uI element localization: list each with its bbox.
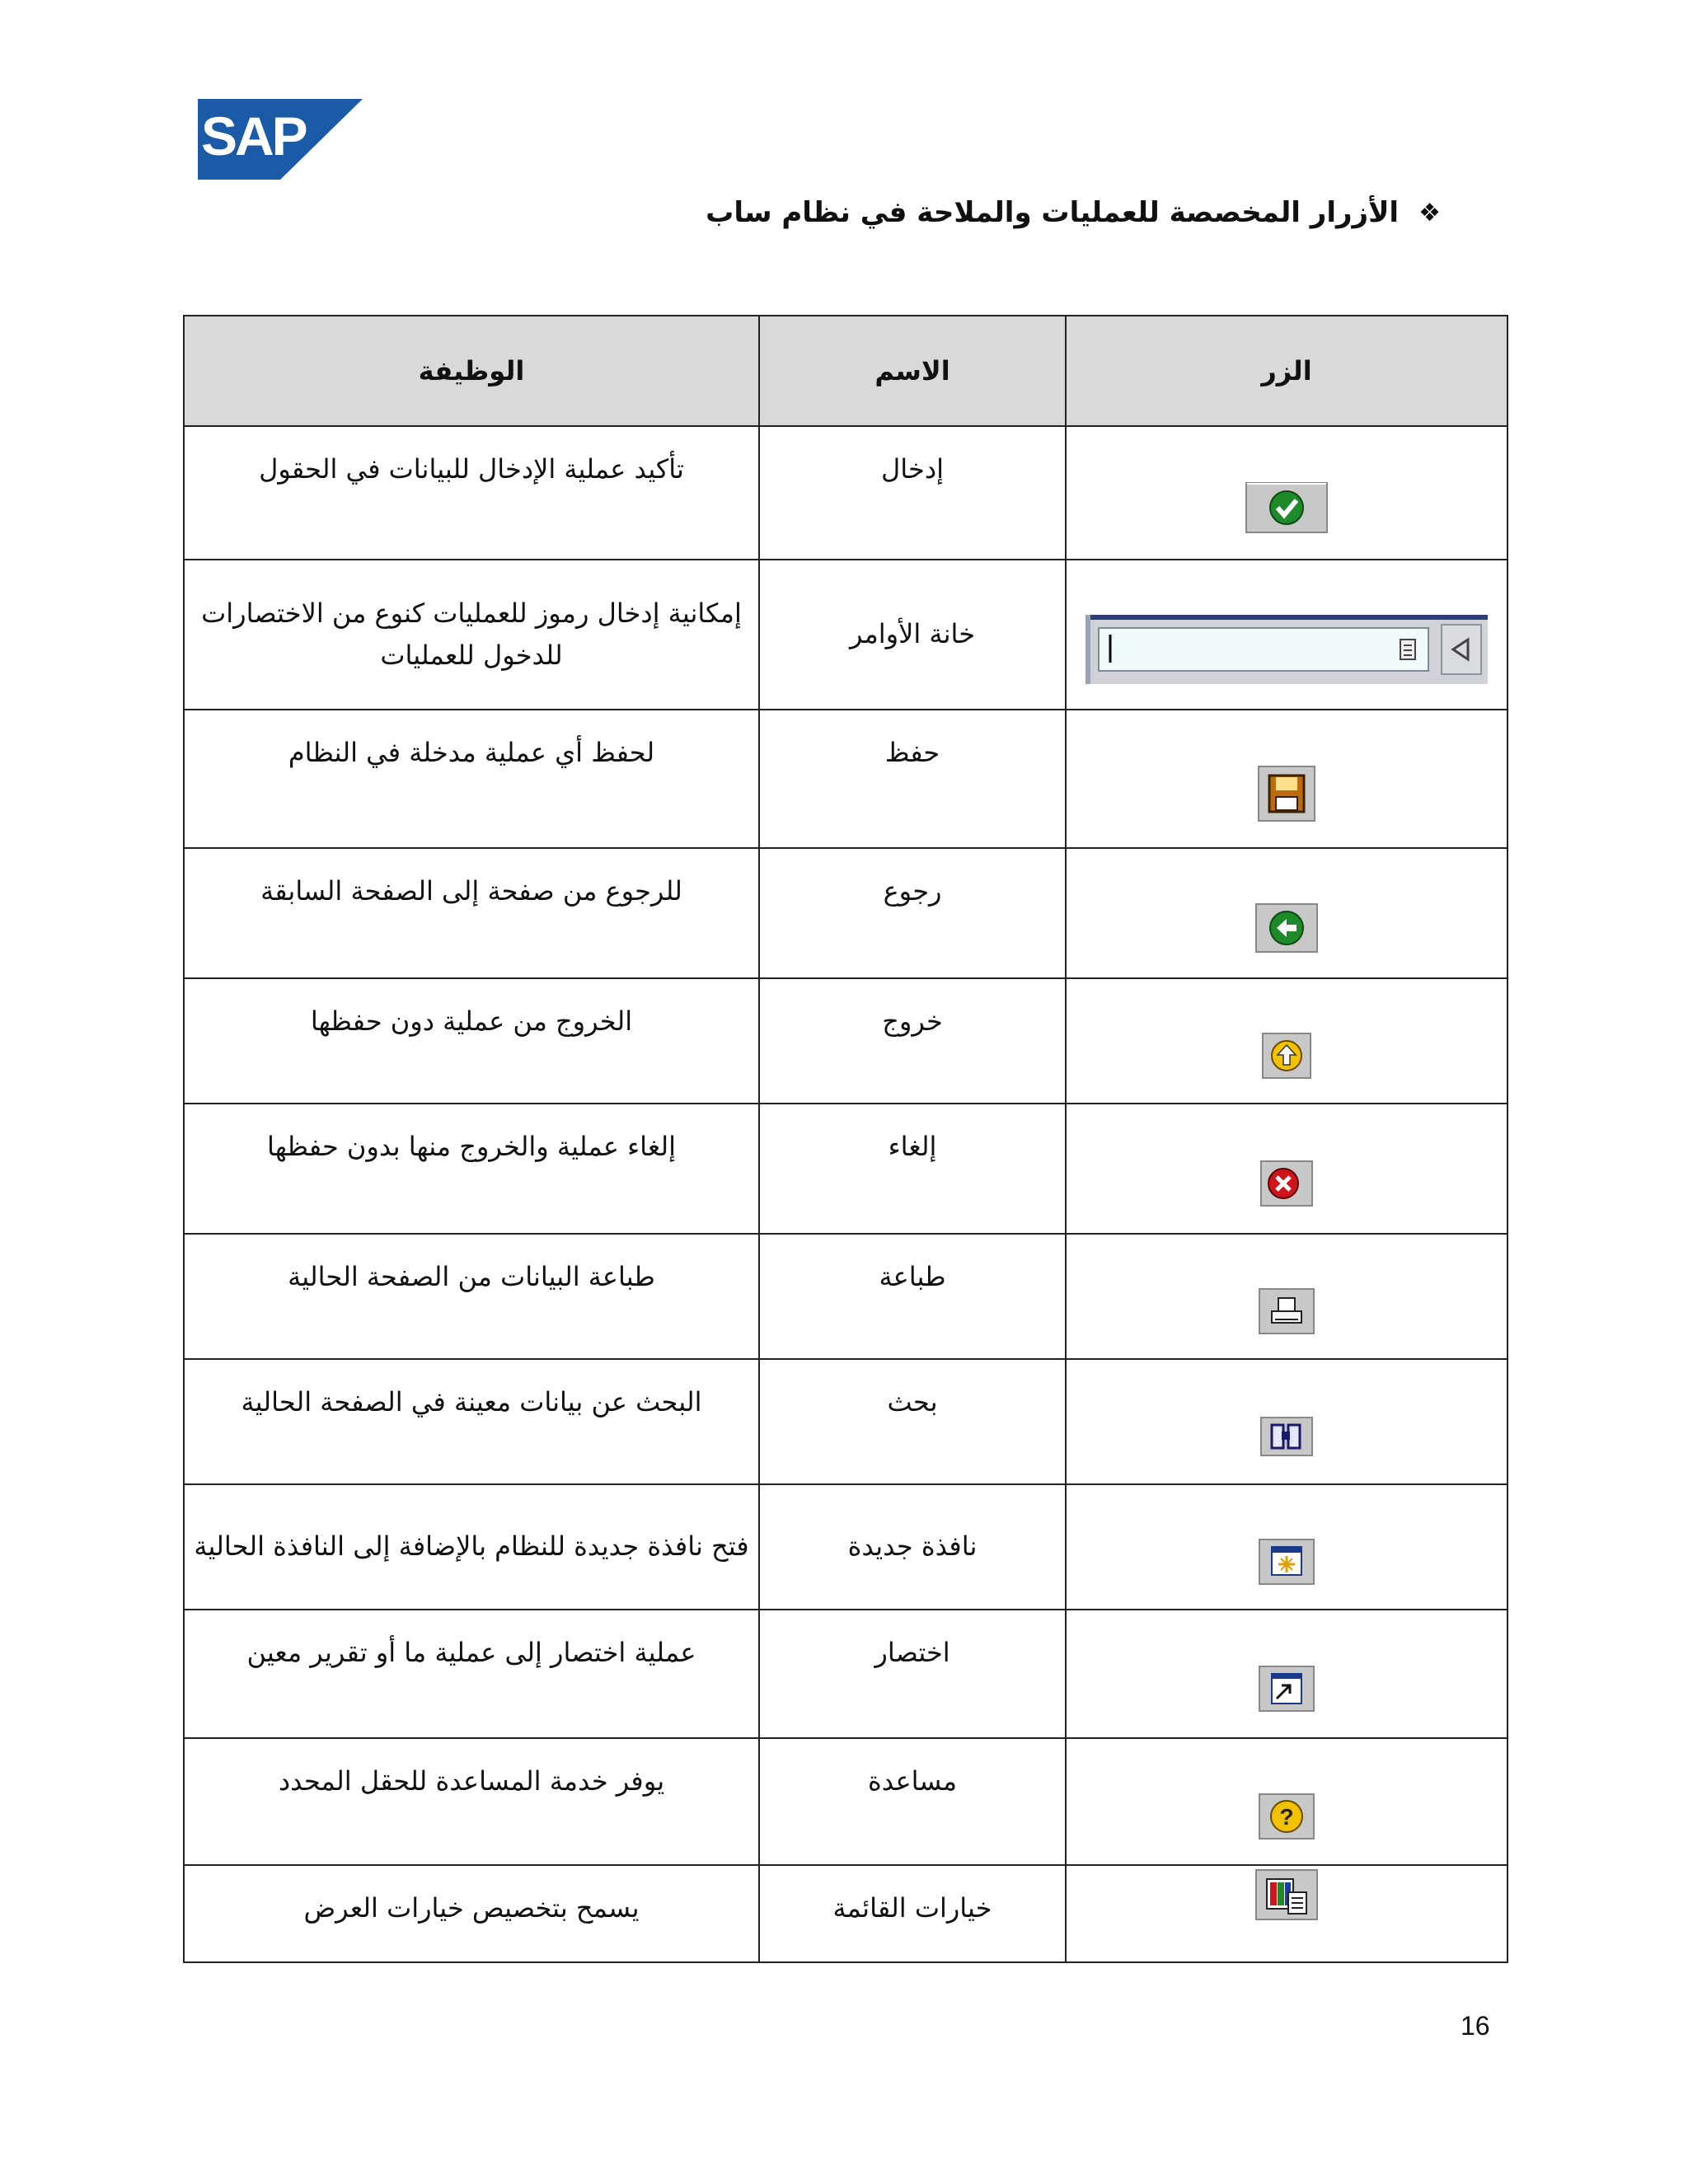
shortcut-icon[interactable] (1259, 1633, 1315, 1715)
name-cell: إدخال (759, 426, 1066, 560)
button-cell (1066, 1484, 1507, 1610)
function-cell: فتح نافذة جديدة للنظام بالإضافة إلى النافذة الحالية (184, 1484, 759, 1610)
name-cell: إلغاء (759, 1104, 1066, 1234)
function-cell: إمكانية إدخال رموز للعمليات كنوع من الاختصارات للدخول للعمليات (184, 560, 759, 710)
exit-up-arrow-icon[interactable] (1262, 1000, 1311, 1082)
name-cell: خيارات القائمة (759, 1865, 1066, 1962)
button-cell (1066, 1104, 1507, 1234)
heading-text: الأزرار المخصصة للعمليات والملاحة في نظام ساب (706, 196, 1400, 229)
function-cell: عملية اختصار إلى عملية ما أو تقرير معين (184, 1610, 759, 1738)
find-binoculars-icon[interactable] (1260, 1384, 1313, 1460)
page-number: 16 (1461, 2011, 1490, 2041)
print-icon[interactable] (1259, 1255, 1315, 1338)
table-row (184, 426, 1507, 560)
help-question-icon[interactable] (1259, 1760, 1315, 1843)
table-row (184, 1738, 1507, 1865)
header-name: الاسم (759, 316, 1066, 426)
save-floppy-icon[interactable] (1258, 733, 1315, 825)
bullet-icon: ❖ (1418, 198, 1441, 227)
button-cell (1066, 978, 1507, 1104)
button-cell (1066, 848, 1507, 978)
name-cell: حفظ (759, 710, 1066, 848)
function-cell: تأكيد عملية الإدخال للبيانات في الحقول (184, 426, 759, 560)
function-cell: للرجوع من صفحة إلى الصفحة السابقة (184, 848, 759, 978)
function-cell: طباعة البيانات من الصفحة الحالية (184, 1234, 759, 1359)
table-header-row (184, 316, 1507, 426)
function-cell: الخروج من عملية دون حفظها (184, 978, 759, 1104)
table-row (184, 1484, 1507, 1610)
button-cell (1066, 1865, 1507, 1962)
button-cell (1066, 1738, 1507, 1865)
name-cell: نافذة جديدة (759, 1484, 1066, 1610)
header-button: الزر (1066, 316, 1507, 426)
name-cell: خانة الأوامر (759, 560, 1066, 710)
svg-text:?: ? (1279, 1804, 1294, 1830)
name-cell: اختصار (759, 1610, 1066, 1738)
sap-logo (198, 99, 363, 180)
table-row (184, 1610, 1507, 1738)
command-field[interactable] (1085, 582, 1488, 687)
name-cell: مساعدة (759, 1738, 1066, 1865)
name-cell: رجوع (759, 848, 1066, 978)
name-cell: طباعة (759, 1234, 1066, 1359)
button-cell (1066, 1359, 1507, 1484)
button-cell (1066, 1234, 1507, 1359)
page-heading (706, 196, 1441, 229)
table-row (184, 848, 1507, 978)
table-row (184, 1359, 1507, 1484)
cancel-x-icon[interactable] (1260, 1127, 1313, 1210)
button-cell (1066, 426, 1507, 560)
button-cell (1066, 560, 1507, 710)
table-row (184, 710, 1507, 848)
function-cell: البحث عن بيانات معينة في الصفحة الحالية (184, 1359, 759, 1484)
table-row (184, 1104, 1507, 1234)
table-row (184, 560, 1507, 710)
name-cell: خروج (759, 978, 1066, 1104)
buttons-table (183, 315, 1508, 1963)
button-cell (1066, 1610, 1507, 1738)
function-cell: يسمح بتخصيص خيارات العرض (184, 1865, 759, 1962)
back-arrow-icon[interactable] (1255, 870, 1318, 956)
table-row (184, 978, 1507, 1104)
name-cell: بحث (759, 1359, 1066, 1484)
table-row (184, 1865, 1507, 1962)
enter-check-icon[interactable] (1245, 449, 1328, 537)
layout-options-icon[interactable] (1255, 1866, 1318, 1924)
new-window-icon[interactable] (1259, 1506, 1315, 1588)
function-cell: يوفر خدمة المساعدة للحقل المحدد (184, 1738, 759, 1865)
svg-text:SAP: SAP (201, 105, 306, 166)
button-cell (1066, 710, 1507, 848)
function-cell: إلغاء عملية والخروج منها بدون حفظها (184, 1104, 759, 1234)
header-function: الوظيفة (184, 316, 759, 426)
svg-text:®: ® (298, 165, 310, 178)
table-row (184, 1234, 1507, 1359)
function-cell: لحفظ أي عملية مدخلة في النظام (184, 710, 759, 848)
